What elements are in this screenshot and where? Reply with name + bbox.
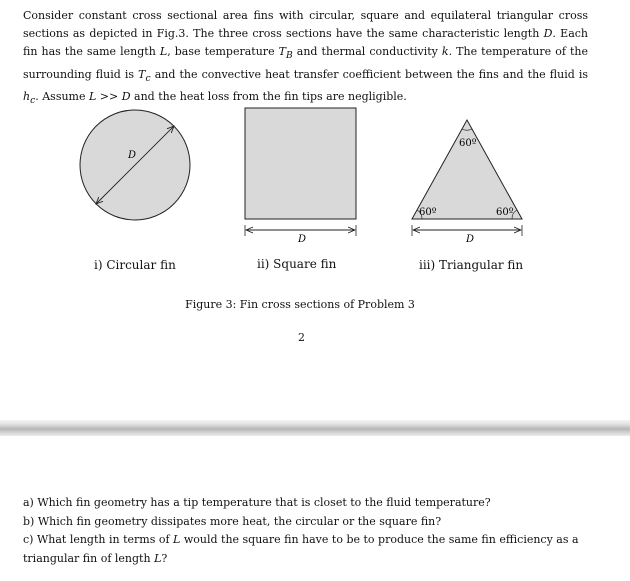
page-separator (0, 420, 630, 436)
circle-dim-label: D (128, 150, 137, 161)
intro-text: . The temperature of the surrounding fluid is (23, 45, 588, 81)
square-dim-label: D (298, 234, 307, 245)
var-T: T (138, 67, 146, 81)
var-h: h (23, 90, 31, 104)
label-triangular: iii) Triangular fin (419, 258, 524, 272)
intro-text: . Assume (35, 90, 89, 104)
var-L: L (154, 551, 162, 565)
page-number: 2 (298, 331, 305, 344)
var-k: k (441, 45, 449, 59)
condition: L >> D (88, 90, 131, 104)
label-circular: i) Circular fin (94, 258, 176, 272)
subscript-c: c (30, 95, 36, 107)
figure-caption: Figure 3: Fin cross sections of Problem 3 (185, 298, 415, 311)
question-list (23, 494, 593, 568)
var-T: T (278, 45, 286, 59)
intro-text: . Each fin has the same length (23, 27, 588, 59)
question-c (23, 531, 593, 568)
var-D: D (543, 27, 553, 41)
question-c-text: would the square fin have to be to produce the same fin efficiency as a triangular fin of length (23, 533, 579, 565)
triangular-cross-section (412, 120, 522, 219)
intro-text: Consider constant cross sectional area fins with circular, square and equilateral triangular cross sections as depicted in Fig.3. The three cross sections have the same characteristic length (23, 9, 588, 41)
triangle-dim-label: D (466, 234, 475, 245)
question-c-text: c) What length in terms of (23, 533, 174, 546)
angle-label-left: 60º (419, 207, 437, 218)
square-cross-section (245, 108, 356, 219)
problem-statement (23, 7, 588, 111)
subscript-B: B (285, 50, 293, 62)
var-L: L (159, 45, 168, 59)
question-c-text: ? (161, 551, 168, 565)
angle-label-right: 60º (496, 207, 514, 218)
intro-text: and thermal conductivity (292, 45, 442, 59)
angle-label-top: 60º (459, 138, 477, 149)
question-a: a) Which fin geometry has a tip temperature that is closet to the fluid temperature? (23, 496, 491, 509)
var-L: L (173, 533, 181, 546)
label-square: ii) Square fin (257, 257, 337, 271)
question-b: b) Which fin geometry dissipates more heat, the circular or the square fin? (23, 514, 442, 528)
intro-text: and the convective heat transfer coefficient between the fins and the fluid is (150, 67, 589, 81)
intro-text: and the heat loss from the fin tips are negligible. (130, 90, 407, 104)
subscript-c: c (145, 72, 151, 84)
fin-cross-sections-figure (0, 100, 630, 260)
intro-text: , base temperature (167, 45, 279, 59)
